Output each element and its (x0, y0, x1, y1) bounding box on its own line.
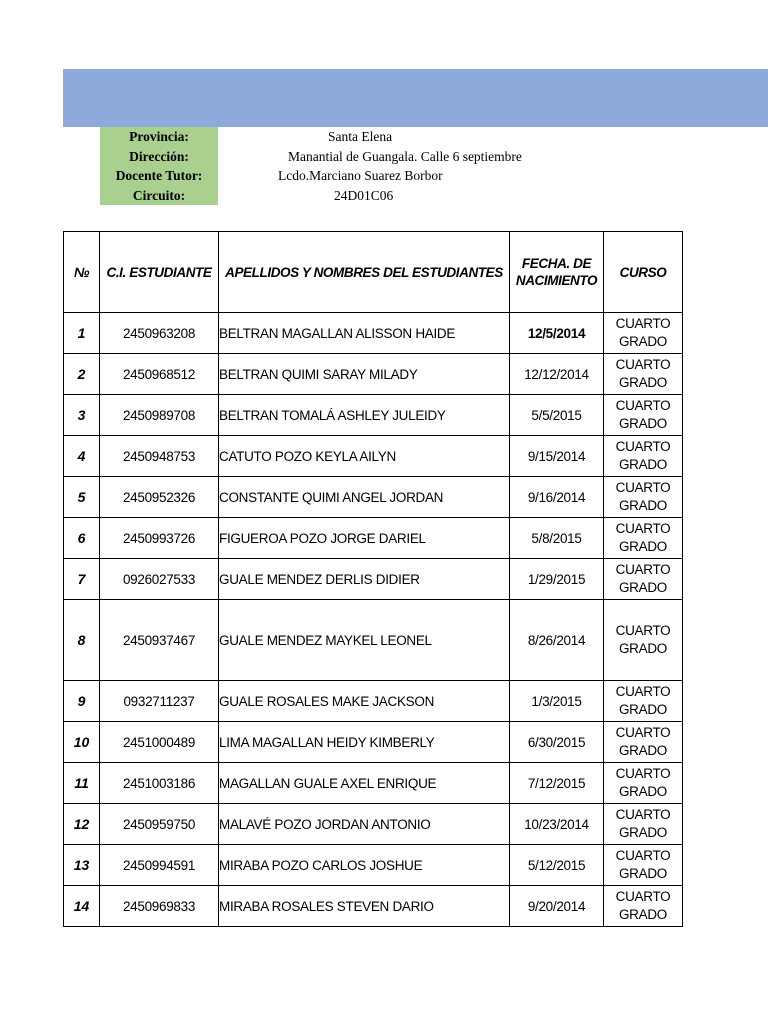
cell-course: CUARTO GRADO (604, 600, 683, 681)
table-row (64, 886, 683, 927)
table-row (64, 354, 683, 395)
cell-name: CATUTO POZO KEYLA AILYN (219, 436, 510, 477)
info-block (100, 127, 600, 205)
info-row-docente (100, 166, 600, 186)
cell-ci: 2450959750 (100, 804, 219, 845)
circuito-value: 24D01C06 (334, 187, 394, 203)
cell-dob: 9/15/2014 (510, 436, 604, 477)
provincia-value: Santa Elena (328, 129, 393, 144)
col-header-dob: FECHA. DE NACIMIENTO (510, 232, 604, 313)
cell-course: CUARTO GRADO (604, 722, 683, 763)
cell-number: 7 (64, 559, 100, 600)
cell-dob: 1/29/2015 (510, 559, 604, 600)
cell-ci: 2450969833 (100, 886, 219, 927)
cell-name: CONSTANTE QUIMI ANGEL JORDAN (219, 477, 510, 518)
table-row (64, 313, 683, 354)
direccion-label: Dirección: (100, 147, 218, 167)
table-row (64, 559, 683, 600)
cell-dob: 9/20/2014 (510, 886, 604, 927)
cell-number: 4 (64, 436, 100, 477)
cell-number: 9 (64, 681, 100, 722)
cell-name: BELTRAN TOMALÁ ASHLEY JULEIDY (219, 395, 510, 436)
table-row (64, 395, 683, 436)
col-header-ci: C.I. ESTUDIANTE (100, 232, 219, 313)
cell-name: MIRABA ROSALES STEVEN DARIO (219, 886, 510, 927)
cell-dob: 6/30/2015 (510, 722, 604, 763)
cell-course: CUARTO GRADO (604, 395, 683, 436)
circuito-label: Circuito: (100, 186, 218, 206)
table-row (64, 804, 683, 845)
cell-dob: 9/16/2014 (510, 477, 604, 518)
cell-ci: 2450963208 (100, 313, 219, 354)
col-header-course: CURSO (604, 232, 683, 313)
table-row (64, 722, 683, 763)
cell-name: GUALE MENDEZ MAYKEL LEONEL (219, 600, 510, 681)
cell-course: CUARTO GRADO (604, 518, 683, 559)
cell-number: 12 (64, 804, 100, 845)
cell-number: 6 (64, 518, 100, 559)
table-row (64, 436, 683, 477)
cell-name: FIGUEROA POZO JORGE DARIEL (219, 518, 510, 559)
table-header-row (64, 232, 683, 313)
cell-course: CUARTO GRADO (604, 477, 683, 518)
cell-dob: 5/8/2015 (510, 518, 604, 559)
table-row (64, 845, 683, 886)
cell-course: CUARTO GRADO (604, 436, 683, 477)
table-row (64, 477, 683, 518)
cell-name: MIRABA POZO CARLOS JOSHUE (219, 845, 510, 886)
cell-dob: 12/12/2014 (510, 354, 604, 395)
info-row-direccion (100, 147, 600, 167)
cell-ci: 2450948753 (100, 436, 219, 477)
cell-course: CUARTO GRADO (604, 354, 683, 395)
docente-label: Docente Tutor: (100, 166, 218, 186)
cell-ci: 0926027533 (100, 559, 219, 600)
cell-ci: 2450952326 (100, 477, 219, 518)
cell-course: CUARTO GRADO (604, 886, 683, 927)
cell-course: CUARTO GRADO (604, 559, 683, 600)
cell-course: CUARTO GRADO (604, 804, 683, 845)
provincia-label: Provincia: (100, 127, 218, 147)
cell-dob: 12/5/2014 (510, 313, 604, 354)
cell-number: 14 (64, 886, 100, 927)
cell-dob: 10/23/2014 (510, 804, 604, 845)
cell-course: CUARTO GRADO (604, 845, 683, 886)
cell-ci: 2451003186 (100, 763, 219, 804)
col-header-name: APELLIDOS Y NOMBRES DEL ESTUDIANTES (219, 232, 510, 313)
table-row (64, 681, 683, 722)
cell-ci: 0932711237 (100, 681, 219, 722)
cell-ci: 2451000489 (100, 722, 219, 763)
cell-name: BELTRAN QUIMI SARAY MILADY (219, 354, 510, 395)
cell-name: GUALE MENDEZ DERLIS DIDIER (219, 559, 510, 600)
docente-value: Lcdo.Marciano Suarez Borbor (278, 168, 443, 183)
cell-dob: 8/26/2014 (510, 600, 604, 681)
table-row (64, 763, 683, 804)
cell-name: MAGALLAN GUALE AXEL ENRIQUE (219, 763, 510, 804)
cell-course: CUARTO GRADO (604, 313, 683, 354)
cell-course: CUARTO GRADO (604, 681, 683, 722)
cell-number: 2 (64, 354, 100, 395)
cell-name: MALAVÉ POZO JORDAN ANTONIO (219, 804, 510, 845)
cell-number: 11 (64, 763, 100, 804)
col-header-number: № (64, 232, 100, 313)
table-row (64, 518, 683, 559)
header-banner (63, 69, 768, 127)
cell-ci: 2450994591 (100, 845, 219, 886)
cell-dob: 1/3/2015 (510, 681, 604, 722)
cell-name: GUALE ROSALES MAKE JACKSON (219, 681, 510, 722)
direccion-value: Manantial de Guangala. Calle 6 septiembre (288, 148, 522, 164)
cell-number: 5 (64, 477, 100, 518)
cell-ci: 2450937467 (100, 600, 219, 681)
cell-dob: 7/12/2015 (510, 763, 604, 804)
students-table (63, 231, 683, 927)
cell-course: CUARTO GRADO (604, 763, 683, 804)
cell-dob: 5/5/2015 (510, 395, 604, 436)
cell-number: 13 (64, 845, 100, 886)
cell-ci: 2450989708 (100, 395, 219, 436)
cell-name: BELTRAN MAGALLAN ALISSON HAIDE (219, 313, 510, 354)
cell-ci: 2450993726 (100, 518, 219, 559)
cell-ci: 2450968512 (100, 354, 219, 395)
info-row-circuito (100, 186, 600, 206)
cell-number: 10 (64, 722, 100, 763)
info-row-provincia (100, 127, 600, 147)
cell-number: 8 (64, 600, 100, 681)
cell-name: LIMA MAGALLAN HEIDY KIMBERLY (219, 722, 510, 763)
table-row (64, 600, 683, 681)
cell-dob: 5/12/2015 (510, 845, 604, 886)
cell-number: 3 (64, 395, 100, 436)
cell-number: 1 (64, 313, 100, 354)
